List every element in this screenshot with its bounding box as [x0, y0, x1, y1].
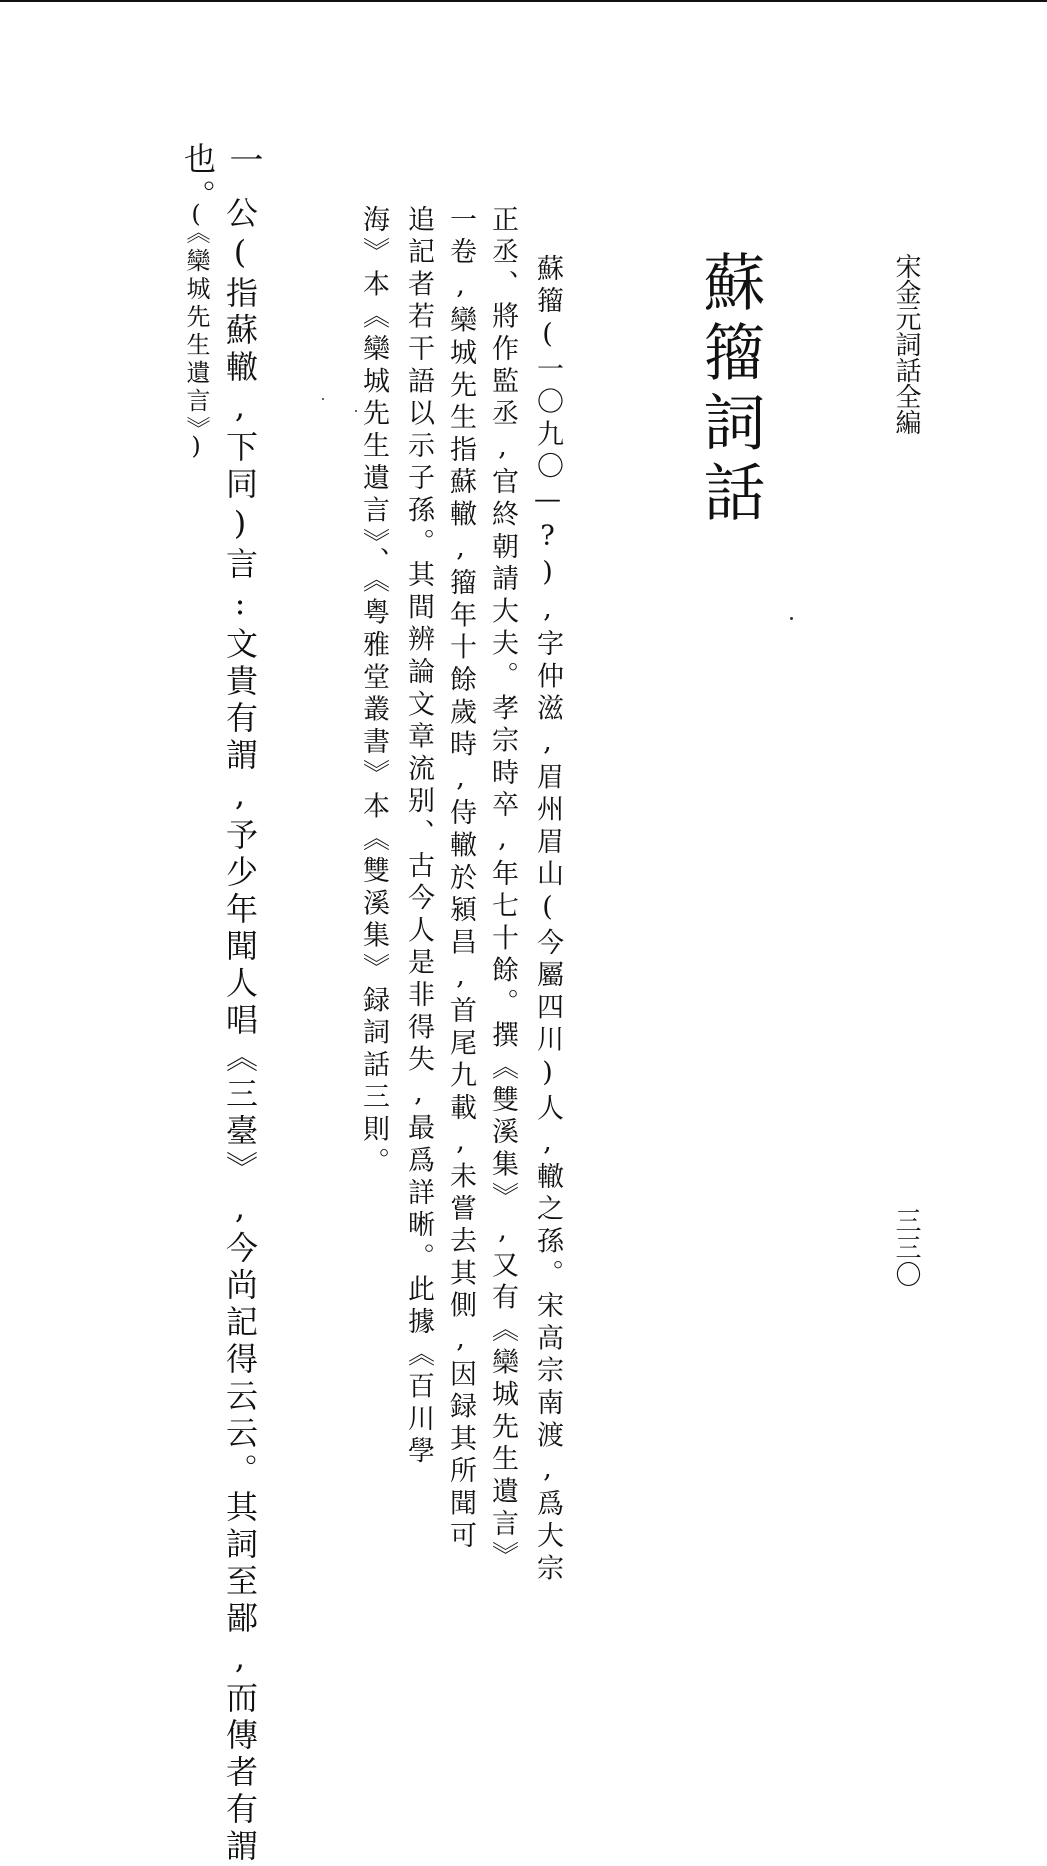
- biography-line: 追記者若干語以示子孫。其間辨論文章流别、古今人是非得失,最爲詳晰。此據《百川學: [403, 205, 434, 1469]
- entry-source-citation: (《欒城先生遺言》): [182, 200, 210, 464]
- biography-line: 一卷,欒城先生指蘇轍,籀年十餘歲時,侍轍於潁昌,首尾九載,未嘗去其側,因録其所聞可: [445, 205, 476, 1554]
- entry-text-line: 也。: [179, 142, 217, 216]
- scan-speck: [322, 398, 324, 400]
- page-number: 三三〇: [891, 1207, 921, 1288]
- section-title: 蘇籀詞話: [693, 250, 766, 530]
- biography-line: 蘇籀(一〇九〇—?),字仲滋,眉州眉山(今屬四川)人,轍之孫。宋高宗南渡,爲大宗: [532, 254, 563, 1586]
- top-border-rule: [0, 0, 1047, 2]
- biography-line: 海》本《欒城先生遺言》、《粤雅堂叢書》本《雙溪集》録詞話三則。: [358, 205, 389, 1180]
- entry-text-line: 公(指蘇轍,下同)言:文貴有謂,予少年聞人唱《三臺》,今尚記得云云。其詞至鄙,而傳者有謂: [221, 196, 259, 1866]
- scan-speck: [355, 410, 357, 412]
- entry-number-marker: 一: [223, 142, 263, 176]
- biography-line: 正丞、將作監丞,官終朝請大夫。孝宗時卒,年七十餘。撰《雙溪集》,又有《欒城先生遺言》: [487, 205, 518, 1574]
- scan-speck: [790, 617, 793, 620]
- running-head: 宋金元詞話全編: [891, 253, 921, 435]
